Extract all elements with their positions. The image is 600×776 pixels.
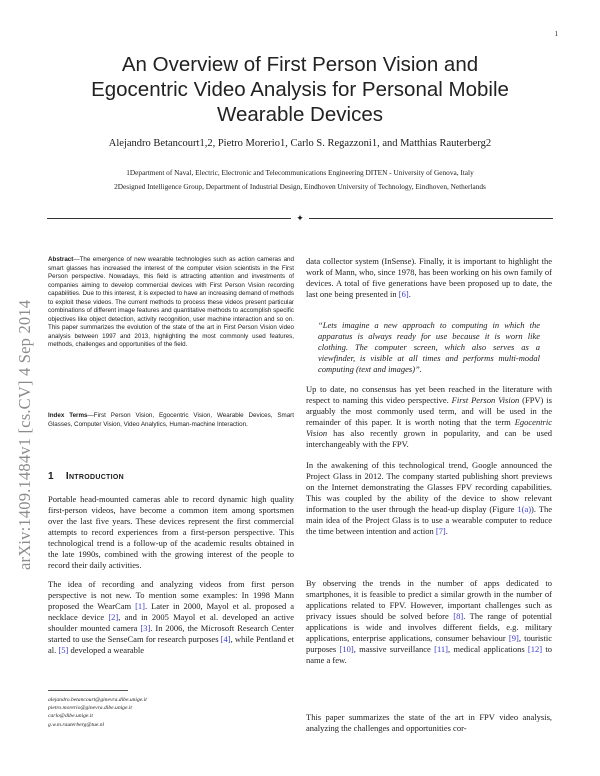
citation-link[interactable]: [5]	[58, 645, 69, 656]
diamond-icon: ✦	[296, 213, 304, 223]
index-terms-text: —First Person Vision, Egocentric Vision, Wearable Devices, Smart Glasses, Computer Vision, Video Analytics, Human-machine Interaction.	[48, 412, 295, 428]
footnote-rule	[48, 690, 128, 691]
citation-link[interactable]: [2]	[108, 612, 119, 623]
section-title: Introduction	[65, 471, 124, 482]
email-link[interactable]: pietro.morerio@ginevra.dibe.unige.it	[48, 705, 132, 712]
intro-paragraph-2	[48, 579, 294, 656]
citation-link[interactable]: [11]	[434, 644, 448, 655]
text-run: . The range of potential applications is wide and involves different fields, e.g. military applications, enterprise applications, consumer behaviour	[306, 611, 552, 644]
section-number: 1	[48, 471, 54, 482]
term-egocentric-vision: Egocentric Vision	[306, 417, 552, 439]
paragraph-text: This paper summarizes the state of the art in FPV video analysis, analyzing the challenges and opportunities cor-	[306, 712, 552, 734]
arxiv-stamp-text: arXiv:1409.1484v1 [cs.CV] 4 Sep 2014	[15, 299, 34, 570]
divider-line-right	[309, 218, 553, 219]
index-terms-label: Index Terms	[48, 412, 88, 419]
section-heading	[48, 471, 124, 482]
citation-link[interactable]: [6]	[398, 289, 409, 300]
citation-link[interactable]: [7]	[435, 526, 446, 537]
right-paragraph-1	[306, 256, 552, 300]
right-paragraph-4	[306, 578, 552, 666]
paragraph-text: Portable head-mounted cameras able to record dynamic high quality first-person videos, have become a common item among sportsmen over the last five years. These devices represent the first commercial attempts to record experiences from a first-person perspective. This technological trend is a follow-up of the academic results obtained in the late 1990s, combined with the growing interest of the people to record their daily activities.	[48, 494, 294, 571]
citation-link[interactable]: [4]	[220, 634, 231, 645]
text-run: , massive surveillance	[353, 644, 435, 655]
figure-link[interactable]: 1(a)	[517, 504, 532, 515]
citation-link[interactable]: [9]	[508, 633, 519, 644]
title-divider	[47, 214, 553, 222]
right-paragraph-2	[306, 384, 552, 450]
page-number: 1	[554, 30, 558, 38]
author-list: Alejandro Betancourt1,2, Pietro Morerio1, Carlo S. Regazzoni1, and Matthias Rauterberg2	[108, 138, 492, 149]
paper-title	[60, 52, 540, 127]
right-paragraph-5	[306, 712, 552, 734]
mann-quote: “Lets imagine a new approach to computing in which the apparatus is always ready for use because it is worn like clothing. The computer screen, which also serves as a viewfinder, is visible at all times and performs multi-modal computing (text and images)”.	[318, 320, 540, 375]
title-line: An Overview of First Person Vision and	[121, 53, 479, 76]
text-run: By observing the trends in the number of apps dedicated to smartphones, it is feasible to predict a similar growth in the number of applications related to FPV. However, important challenges such as privacy issues should be solved before	[306, 578, 552, 622]
citation-link[interactable]: [12]	[527, 644, 543, 655]
text-run: .	[445, 526, 448, 537]
text-run: developed a wearable	[68, 645, 145, 656]
citation-link[interactable]: [8]	[453, 611, 464, 622]
text-run: ). The main idea of the Project Glass is to use a wearable computer to reduce the time between intention and action	[306, 504, 552, 537]
term-first-person-vision: First Person Vision	[451, 395, 520, 406]
email-link[interactable]: carlo@dibe.unige.it	[48, 713, 93, 720]
text-run: (FPV) is arguably the most commonly used term, and will be used in the remainder of this paper. It is worth noting that the term	[306, 395, 552, 428]
affiliation-1: 1Department of Naval, Electric, Electronic and Telecommunications Engineering DITEN - University of Genova, Italy	[126, 168, 474, 177]
text-run: , medical applications	[447, 644, 528, 655]
affiliation-2: 2Designed Intelligence Group, Department of Industrial Design, Eindhoven University of Technology, Eindhoven, Netherlands	[114, 182, 486, 191]
title-line: Wearable Devices	[217, 103, 383, 126]
text-run: , touristic purposes	[306, 633, 552, 655]
text-run: , and in 2005 Mayol et al. developed an active shoulder mounted camera	[48, 612, 294, 634]
title-line: Egocentric Video Analysis for Personal Mobile	[91, 78, 509, 101]
citation-link[interactable]: [3]	[140, 623, 151, 634]
email-link[interactable]: g.w.m.rauterberg@tue.nl	[48, 721, 105, 728]
divider-line-left	[47, 218, 291, 219]
text-run: data collector system (InSense). Finally, it is important to highlight the work of Mann, who, since 1978, has been working on his own family of devices. A total of five generations have been proposed up to date, the last one being presented in	[306, 256, 552, 300]
index-terms	[48, 412, 294, 429]
citation-link[interactable]: [1]	[135, 601, 145, 612]
right-paragraph-3	[306, 460, 552, 537]
text-run: .	[408, 289, 411, 300]
text-run: has also recently grown in popularity, and can be used interchangeably with the FPV.	[306, 428, 552, 450]
text-run: Up to date, no consensus has yet been reached in the literature with respect to naming this video perspective.	[306, 384, 552, 406]
citation-link[interactable]: [10]	[339, 644, 354, 655]
email-link[interactable]: alejandro.betancourt@ginevra.dibe.unige.it	[48, 697, 147, 703]
abstract-label: Abstract	[48, 256, 74, 263]
arxiv-stamp	[2, 214, 42, 572]
text-run: In the awakening of this technological trend, Google announced the Project Glass in 2012. The company started publishing short previews on the Internet demonstrating the Glasses FPV recording capabilities. This was coupled by the ability of the device to show relevant information to the user through the head-up display (Figure	[306, 460, 552, 515]
text-run: . In 2006, the Microsoft Research Center started to use the SenseCam for research purposes	[48, 623, 294, 645]
abstract-text: —The emergence of new wearable technologies such as action cameras and smart glasses has increased the interest of the computer vision scientists in the First Person perspective. Nowadays, this field is attracting attention and investments of companies aiming to develop commercial devices with First Person Vision recording capabilities. Due to this interest, it is expected to have an increasing demand of methods to exploit these videos. The current methods to process these videos present particular combinations of different image features and quantitative methods to accomplish specific objectives like object detection, activity recognition, user machine interaction and so on. This paper summarizes the evolution of the state of the art in First Person Vision video analysis between 1997 and 2013, highlighting the most commonly used features, methods, challenges and opportunities of the field.	[48, 256, 294, 349]
text-run: , while Pentland et al.	[48, 634, 294, 656]
text-run: The idea of recording and analyzing videos from first person perspective is not new. To mention some examples: In 1998 Mann proposed the WearCam	[48, 579, 294, 612]
text-run: . Later in 2000, Mayol et al. proposed a necklace device	[48, 601, 294, 623]
author-emails	[48, 696, 294, 729]
abstract	[48, 256, 294, 350]
text-run: to name a few.	[306, 644, 552, 666]
intro-paragraph-1	[48, 494, 294, 571]
